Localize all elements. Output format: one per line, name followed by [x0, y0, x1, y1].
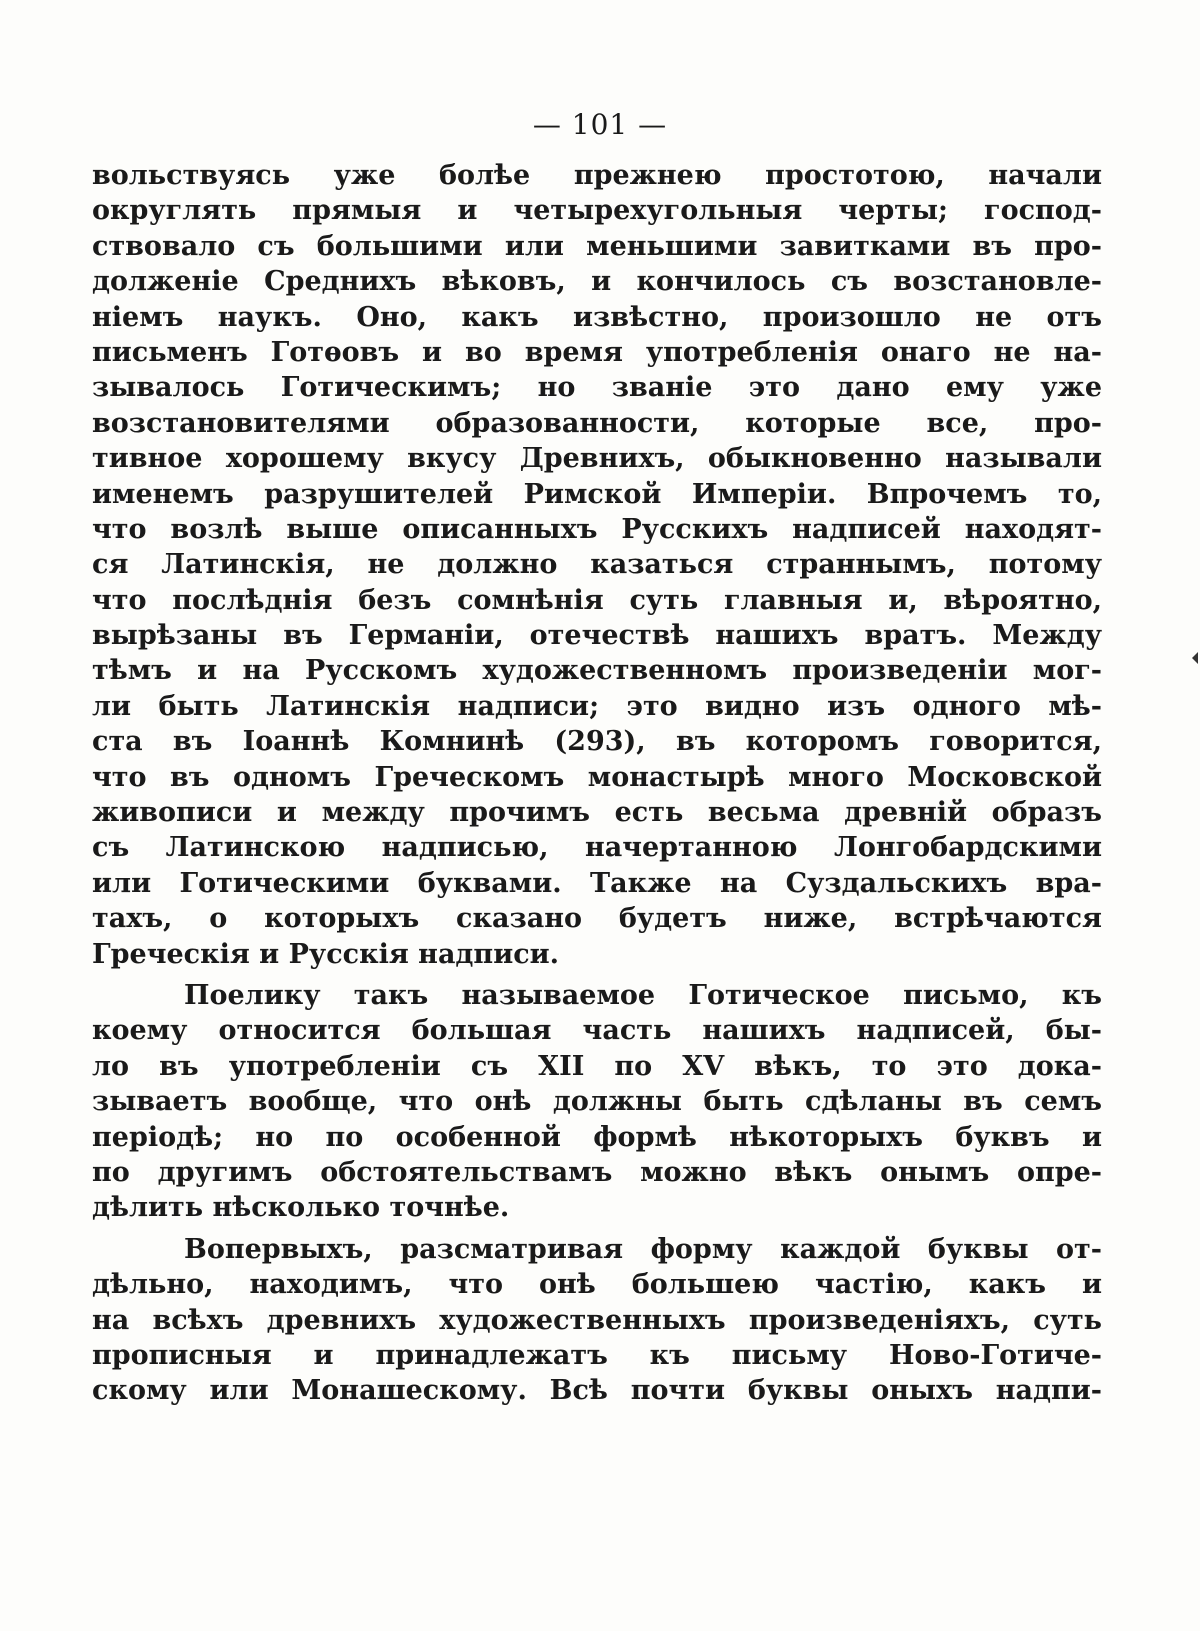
text-line: Вопервыхъ, разсматривая форму каждой буквы от- — [184, 1233, 1102, 1265]
text-line: живописи и между прочимъ есть весьма древній образъ — [92, 797, 1102, 829]
paragraph-1 — [92, 158, 1102, 972]
margin-mark — [1192, 652, 1198, 664]
text-line: ло въ употребленіи съ XII по XV вѣкъ, то это дока- — [92, 1050, 1102, 1082]
text-line: ста въ Іоаннѣ Комнинѣ (293), въ которомъ говорится, — [92, 726, 1102, 758]
text-line: прописныя и принадлежатъ къ письму Ново-Готиче- — [92, 1339, 1102, 1371]
text-line: тивное хорошему вкусу Древнихъ, обыкновенно называли — [92, 443, 1102, 475]
text-line: періодѣ; но по особенной формѣ нѣкоторыхъ буквъ и — [92, 1121, 1102, 1153]
text-line: зывалось Готическимъ; но званіе это дано ему уже — [92, 372, 1102, 404]
text-line: тѣмъ и на Русскомъ художественномъ произведеніи мог- — [92, 655, 1102, 687]
text-line: зываетъ вообще, что онѣ должны быть сдѣланы въ семъ — [92, 1086, 1102, 1118]
text-line: именемъ разрушителей Римской Имперіи. Впрочемъ то, — [92, 478, 1102, 510]
text-line: по другимъ обстоятельствамъ можно вѣкъ онымъ опре- — [92, 1156, 1102, 1188]
text-line: долженіе Среднихъ вѣковъ, и кончилось съ возстановле- — [92, 266, 1102, 298]
text-line: вырѣзаны въ Германіи, отечествѣ нашихъ вратъ. Между — [92, 620, 1102, 652]
text-line: ствовало съ большими или меньшими завитками въ про- — [92, 230, 1102, 262]
text-line: что послѣднія безъ сомнѣнія суть главныя и, вѣроятно, — [92, 584, 1102, 616]
text-line: Поелику такъ называемое Готическое письмо, къ — [184, 979, 1102, 1011]
text-line: скому или Монашескому. Всѣ почти буквы оныхъ надпи- — [92, 1375, 1102, 1407]
text-line: ніемъ наукъ. Оно, какъ извѣстно, произошло не отъ — [92, 301, 1102, 333]
text-line: ли быть Латинскія надписи; это видно изъ одного мѣ- — [92, 690, 1102, 722]
paragraph-3 — [92, 1232, 1102, 1409]
text-line: дѣлить нѣсколько точнѣе. — [92, 1192, 510, 1224]
paragraph-2 — [92, 978, 1102, 1226]
text-line: коему относится большая часть нашихъ надписей, бы- — [92, 1015, 1102, 1047]
text-line: съ Латинскою надписью, начертанною Лонгобардскими — [92, 832, 1102, 864]
text-line: возстановителями образованности, которые все, про- — [92, 407, 1102, 439]
text-line: на всѣхъ древнихъ художественныхъ произведеніяхъ, суть — [92, 1304, 1102, 1336]
page-number: — 101 — — [532, 108, 668, 141]
text-line: дѣльно, находимъ, что онѣ большею частію, какъ и — [92, 1269, 1102, 1301]
text-line: или Готическими буквами. Также на Суздальскихъ вра- — [92, 867, 1102, 899]
text-line: Греческія и Русскія надписи. — [92, 938, 560, 970]
text-line: что возлѣ выше описанныхъ Русскихъ надписей находят- — [92, 513, 1102, 545]
text-line: что въ одномъ Греческомъ монастырѣ много Московской — [92, 761, 1102, 793]
text-line: ся Латинскія, не должно казаться страннымъ, потому — [92, 549, 1102, 581]
text-line: письменъ Готѳовъ и во время употребленія онаго не на- — [92, 336, 1102, 368]
body-text — [92, 158, 1102, 1409]
text-line: округлять прямыя и четырехугольныя черты; господ- — [92, 195, 1102, 227]
text-line: вольствуясь уже болѣе прежнею простотою, начали — [92, 160, 1102, 191]
text-line: тахъ, о которыхъ сказано будетъ ниже, встрѣчаются — [92, 903, 1102, 935]
